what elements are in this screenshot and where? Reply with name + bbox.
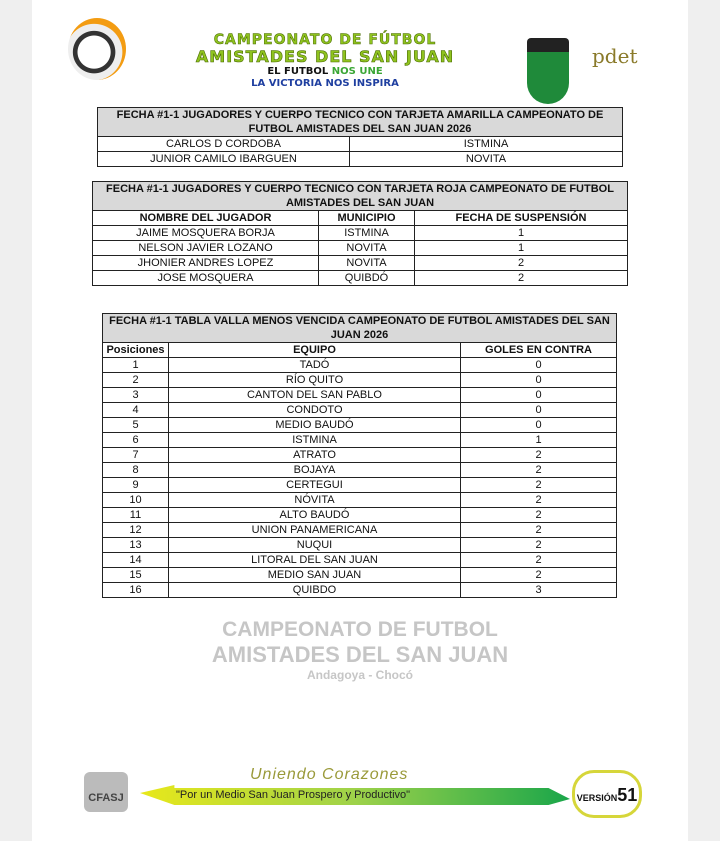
- table-cell: JAIME MOSQUERA BORJA: [93, 226, 319, 241]
- pdet-logo: pdet: [592, 44, 638, 68]
- table-cell: 7: [103, 448, 169, 463]
- table-cell: RÍO QUITO: [169, 373, 461, 388]
- table-row: [93, 271, 628, 286]
- table-cell: 11: [103, 508, 169, 523]
- table-row: [103, 538, 617, 553]
- column-header: GOLES EN CONTRA: [461, 343, 617, 358]
- table-cell: JOSE MOSQUERA: [93, 271, 319, 286]
- table-cell: 4: [103, 403, 169, 418]
- valla-title: FECHA #1-1 TABLA VALLA MENOS VENCIDA CAMPEONATO DE FUTBOL AMISTADES DEL SAN JUAN 2026: [103, 314, 617, 343]
- table-cell: 2: [461, 568, 617, 583]
- table-cell: 3: [461, 583, 617, 598]
- table-cell: 2: [461, 538, 617, 553]
- table-cell: 10: [103, 493, 169, 508]
- table-row: [103, 373, 617, 388]
- table-cell: ALTO BAUDÓ: [169, 508, 461, 523]
- table-cell: NOVITA: [319, 256, 415, 271]
- column-header: FECHA DE SUSPENSIÓN: [415, 211, 628, 226]
- table-cell: 2: [415, 256, 628, 271]
- municipio: NOVITA: [350, 152, 623, 167]
- table-cell: 6: [103, 433, 169, 448]
- table-cell: 2: [461, 508, 617, 523]
- table-cell: LITORAL DEL SAN JUAN: [169, 553, 461, 568]
- table-row: [103, 403, 617, 418]
- yellow-cards-table: [97, 107, 623, 167]
- table-row: [103, 358, 617, 373]
- table-row: [103, 523, 617, 538]
- version-label: VERSIÓN: [576, 793, 618, 803]
- table-row: [103, 493, 617, 508]
- table-row: [98, 152, 623, 167]
- table-row: [103, 463, 617, 478]
- column-header: NOMBRE DEL JUGADOR: [93, 211, 319, 226]
- cfasj-logo: CFASJ: [84, 772, 128, 812]
- table-cell: 0: [461, 388, 617, 403]
- table-cell: 2: [461, 523, 617, 538]
- table-row: [103, 448, 617, 463]
- table-cell: CONDOTO: [169, 403, 461, 418]
- table-row: [103, 553, 617, 568]
- table-cell: NUQUI: [169, 538, 461, 553]
- table-cell: 1: [415, 241, 628, 256]
- championship-logo: [145, 32, 505, 90]
- slogan-c: LA VICTORIA NOS INSPIRA: [251, 78, 399, 89]
- table-row: [103, 478, 617, 493]
- table-row: [93, 256, 628, 271]
- table-cell: TADÓ: [169, 358, 461, 373]
- table-cell: NELSON JAVIER LOZANO: [93, 241, 319, 256]
- version-badge: [572, 770, 642, 818]
- table-cell: 15: [103, 568, 169, 583]
- logo-title-line1: CAMPEONATO DE FÚTBOL: [213, 32, 437, 48]
- table-cell: 1: [415, 226, 628, 241]
- table-row: [103, 508, 617, 523]
- table-cell: 9: [103, 478, 169, 493]
- table-cell: 0: [461, 403, 617, 418]
- soccer-ball-fire-logo: [68, 18, 126, 80]
- table-row: [98, 137, 623, 152]
- player-name: CARLOS D CORDOBA: [98, 137, 350, 152]
- table-cell: 2: [461, 448, 617, 463]
- motto: "Por un Medio San Juan Prospero y Productivo": [176, 789, 411, 801]
- table-cell: 5: [103, 418, 169, 433]
- table-cell: 1: [461, 433, 617, 448]
- table-cell: 0: [461, 418, 617, 433]
- table-cell: QUIBDO: [169, 583, 461, 598]
- table-cell: 0: [461, 358, 617, 373]
- valla-menos-vencida-table: [102, 313, 617, 598]
- table-row: [103, 568, 617, 583]
- column-header: Posiciones: [103, 343, 169, 358]
- table-cell: 2: [461, 493, 617, 508]
- table-cell: 2: [415, 271, 628, 286]
- slogan-b: NOS UNE: [331, 66, 383, 77]
- table-cell: 1: [103, 358, 169, 373]
- table-cell: 2: [461, 463, 617, 478]
- table-row: [103, 418, 617, 433]
- red-cards-table: [92, 181, 628, 286]
- table-cell: 8: [103, 463, 169, 478]
- table-cell: NOVITA: [319, 241, 415, 256]
- watermark-line3: Andagoya - Chocó: [306, 668, 413, 682]
- table-cell: 0: [461, 373, 617, 388]
- tagline: Uniendo Corazones: [250, 766, 409, 783]
- table-cell: 2: [461, 478, 617, 493]
- table-cell: ISTMINA: [319, 226, 415, 241]
- table-cell: 14: [103, 553, 169, 568]
- table-cell: UNION PANAMERICANA: [169, 523, 461, 538]
- shield-crest-icon: [527, 38, 569, 104]
- column-header: EQUIPO: [169, 343, 461, 358]
- table-cell: MEDIO SAN JUAN: [169, 568, 461, 583]
- watermark-line2: AMISTADES DEL SAN JUAN: [211, 642, 509, 667]
- table-cell: 13: [103, 538, 169, 553]
- player-name: JUNIOR CAMILO IBARGUEN: [98, 152, 350, 167]
- table-cell: 3: [103, 388, 169, 403]
- table-cell: BOJAYA: [169, 463, 461, 478]
- table-cell: 2: [103, 373, 169, 388]
- table-cell: 16: [103, 583, 169, 598]
- yellow-cards-title: FECHA #1-1 JUGADORES Y CUERPO TECNICO CON TARJETA AMARILLA CAMPEONATO DE FUTBOL AMISTADES DEL SAN JUAN 2026: [98, 108, 623, 137]
- table-cell: ATRATO: [169, 448, 461, 463]
- red-cards-title: FECHA #1-1 JUGADORES Y CUERPO TECNICO CON TARJETA ROJA CAMPEONATO DE FUTBOL AMISTADES DEL SAN JUAN: [93, 182, 628, 211]
- table-cell: QUIBDÓ: [319, 271, 415, 286]
- table-row: [103, 433, 617, 448]
- table-row: [103, 583, 617, 598]
- logo-title-line2: AMISTADES DEL SAN JUAN: [195, 47, 455, 66]
- table-cell: JHONIER ANDRES LOPEZ: [93, 256, 319, 271]
- municipio: ISTMINA: [350, 137, 623, 152]
- table-row: [93, 241, 628, 256]
- table-row: [103, 388, 617, 403]
- table-cell: MEDIO BAUDÓ: [169, 418, 461, 433]
- table-cell: CERTEGUI: [169, 478, 461, 493]
- version-number: 51: [617, 785, 638, 805]
- table-cell: 12: [103, 523, 169, 538]
- table-row: [93, 226, 628, 241]
- table-cell: 2: [461, 553, 617, 568]
- column-header: MUNICIPIO: [319, 211, 415, 226]
- watermark-line1: CAMPEONATO DE FUTBOL: [222, 618, 498, 641]
- table-cell: CANTON DEL SAN PABLO: [169, 388, 461, 403]
- table-cell: NÓVITA: [169, 493, 461, 508]
- table-cell: ISTMINA: [169, 433, 461, 448]
- slogan-a: EL FUTBOL: [267, 66, 329, 77]
